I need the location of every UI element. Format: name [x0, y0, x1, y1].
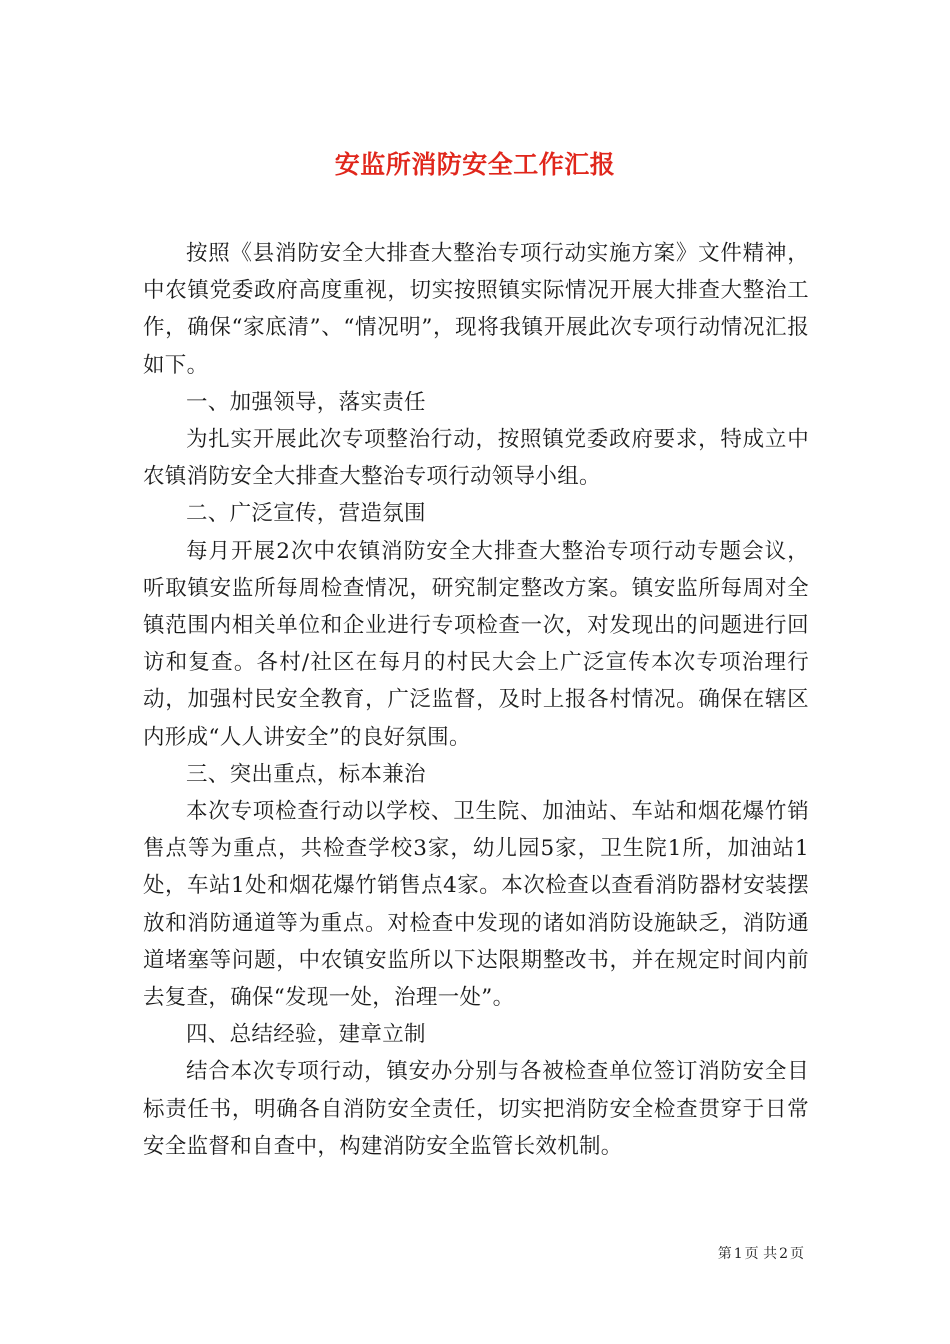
section-heading-1: 一、加强领导，落实责任 [186, 389, 426, 415]
footer-suffix: 页 [790, 1246, 804, 1262]
footer-middle: 页 共 [744, 1246, 778, 1262]
current-page-number: 1 [733, 1246, 743, 1262]
page-title: 安监所消防安全工作汇报 [334, 149, 616, 179]
page-number-footer [717, 1244, 805, 1264]
document-body [143, 235, 809, 1165]
paragraph-section-1: 为扎实开展此次专项整治行动，按照镇党委政府要求，特成立中农镇消防安全大排查大整治专项行动领导小组。 [143, 427, 809, 490]
paragraph-section-2: 每月开展2次中农镇消防安全大排查大整治专项行动专题会议，听取镇安监所每周检查情况，研究制定整改方案。镇安监所每周对全镇范围内相关单位和企业进行专项检查一次，对发现出的问题进行回访和复查。各村/社区在每月的村民大会上广泛宣传本次专项治理行动，加强村民安全教育，广泛监督，及时上报各村情况。确保在辖区内形成“人人讲安全”的良好氛围。 [143, 538, 809, 750]
total-page-count: 2 [779, 1246, 788, 1262]
section-heading-3: 三、突出重点，标本兼治 [186, 761, 426, 787]
paragraph-section-3: 本次专项检查行动以学校、卫生院、加油站、车站和烟花爆竹销售点等为重点，共检查学校3家，幼儿园5家，卫生院1所，加油站1处，车站1处和烟花爆竹销售点4家。本次检查以查看消防器材安装摆放和消防通道等为重点。对检查中发现的诸如消防设施缺乏，消防通道堵塞等问题，中农镇安监所以下达限期整改书，并在规定时间内前去复查，确保“发现一处，治理一处”。 [143, 799, 809, 1011]
footer-prefix: 第 [717, 1246, 732, 1262]
section-heading-2: 二、广泛宣传，营造氛围 [186, 501, 426, 527]
section-heading-4: 四、总结经验，建章立制 [186, 1022, 426, 1048]
paragraph-intro: 按照《县消防安全大排查大整治专项行动实施方案》文件精神，中农镇党委政府高度重视，切实按照镇实际情况开展大排查大整治工作，确保“家底清”、“情况明”，现将我镇开展此次专项行动情况汇报如下。 [143, 241, 809, 378]
paragraph-section-4: 结合本次专项行动，镇安办分别与各被检查单位签订消防安全目标责任书，明确各自消防安全责任，切实把消防安全检查贯穿于日常安全监督和自查中，构建消防安全监管长效机制。 [143, 1059, 809, 1159]
